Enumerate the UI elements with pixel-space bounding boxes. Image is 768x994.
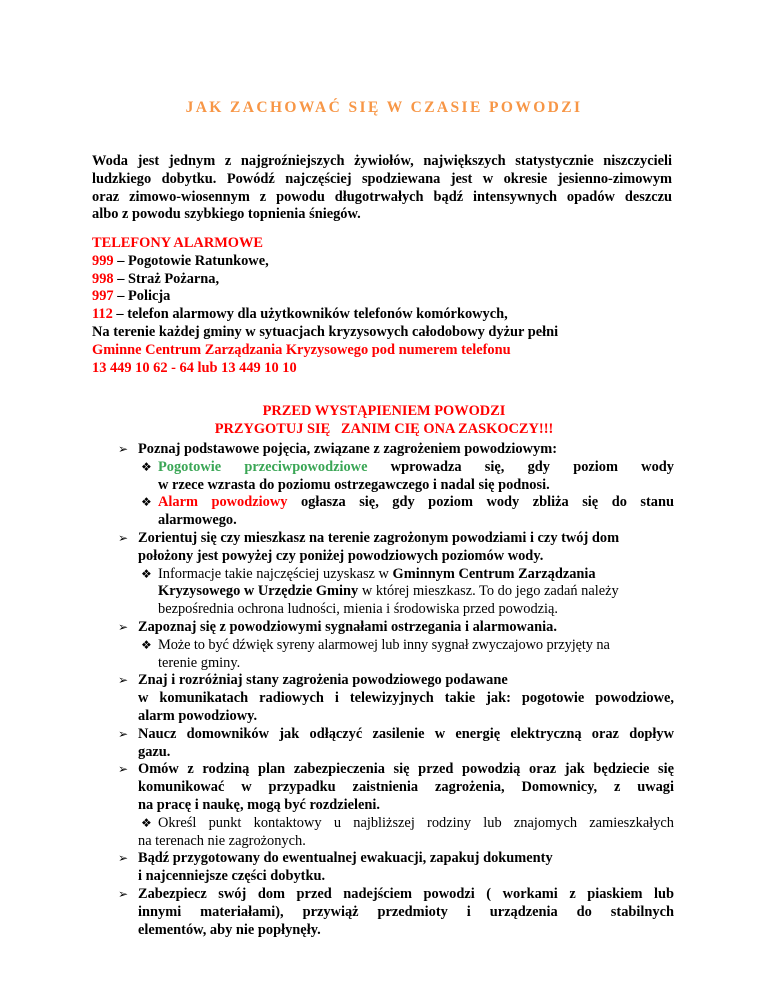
- word: stany: [246, 672, 279, 689]
- phones-heading: TELEFONY ALARMOWE: [92, 235, 263, 251]
- phone-label: – Pogotowie Ratunkowe,: [113, 252, 269, 269]
- section-heading-line: PRZYGOTUJ SIĘ ZANIM CIĘ ONA ZASKOCZY!!!: [214, 420, 554, 437]
- phone-number: 998: [92, 270, 114, 287]
- preparation-list: [118, 441, 674, 939]
- arrow-bullet-icon: ➢: [118, 442, 129, 456]
- emergency-phones: [92, 235, 672, 377]
- phone-number: 999: [92, 252, 114, 269]
- list-item: [118, 530, 674, 619]
- list-item-text: położony jest powyżej czy poniżej powodziowych poziomów wody.: [138, 547, 544, 564]
- intro-paragraph: [92, 153, 672, 224]
- word: w: [245, 323, 256, 340]
- term-green: Pogotowie przeciwpowodziowe: [158, 458, 368, 475]
- intro-line: albo z powodu szybkiego topnienia śniegów.: [92, 206, 361, 223]
- word: zagrożenia: [282, 672, 349, 689]
- sub-item-line: [158, 494, 674, 512]
- phone-number: 112: [92, 306, 113, 323]
- word: rozróżniaj: [178, 672, 243, 689]
- diamond-bullet-icon: ❖: [141, 459, 152, 474]
- list-item-text: Poznaj podstawowe pojęcia, związane z zagrożeniem powodziowym:: [138, 441, 557, 457]
- arrow-bullet-icon: ➢: [118, 851, 129, 866]
- list-item-text: Zapoznaj się z powodziowymi sygnałami ostrzegania i alarmowania.: [138, 618, 557, 635]
- list-item-text: w komunikatach radiowych i telewizyjnych takie jak: pogotowie powodziowe,: [138, 690, 674, 707]
- word: całodobowy: [412, 323, 485, 340]
- word: ewakuacji,: [360, 850, 427, 867]
- intro-line: ludzkiego dobytku. Powódź najczęściej spodziewana jest w okresie jesienno-zimowym: [92, 170, 672, 187]
- list-item-text: Zorientuj się czy mieszkasz na terenie zagrożonym powodziami i czy twój dom: [138, 529, 620, 546]
- sub-item-line: terenie gminy.: [158, 654, 241, 671]
- list-item-text: [138, 672, 674, 690]
- list-item-text: innymi materiałami), przywiąż przedmioty i urządzenia do stabilnych: [138, 903, 674, 920]
- list-item-text: [138, 850, 674, 868]
- arrow-bullet-icon: ➢: [118, 619, 129, 634]
- list-item: [118, 886, 674, 939]
- list-item: [118, 761, 674, 850]
- sub-item-bold: Kryzysowego w Urzędzie Gminy: [158, 583, 359, 600]
- word: każdej: [158, 323, 200, 340]
- word: do: [263, 850, 279, 867]
- page-title: JAK ZACHOWAĆ SIĘ W CZASIE POWODZI: [185, 99, 583, 116]
- sub-item-text: w której mieszkasz. To do jego zadań należy: [361, 583, 619, 600]
- sub-item-text: Informacje takie najczęściej uzyskasz w: [158, 565, 389, 582]
- sub-item-line: bezpośrednia ochrona ludności, mienia i środowiska przed powodzią.: [158, 601, 559, 618]
- word: terenie: [113, 323, 156, 340]
- sub-item-line: Może to być dźwięk syreny alarmowej lub inny sygnał zwyczajowo przyjęty na: [158, 636, 610, 653]
- term-red: Alarm powodziowy: [158, 494, 288, 511]
- word: Na: [92, 323, 110, 340]
- list-item: [118, 726, 674, 762]
- arrow-bullet-icon: ➢: [118, 530, 129, 545]
- phone-row: [92, 306, 672, 324]
- sub-item: [138, 459, 674, 495]
- list-item-text: elementów, aby nie popłynęły.: [138, 921, 321, 938]
- sub-item-line: [158, 566, 674, 584]
- word: dokumenty: [483, 850, 553, 867]
- word: gminy: [203, 323, 242, 340]
- sub-item: [138, 815, 674, 833]
- word: i: [171, 672, 176, 689]
- word: pełni: [527, 323, 559, 340]
- word: zapakuj: [429, 850, 480, 867]
- list-item-text: gazu.: [138, 743, 171, 760]
- diamond-bullet-icon: ❖: [141, 815, 152, 830]
- duty-line: [92, 324, 672, 342]
- phone-row: [92, 288, 672, 306]
- diamond-bullet-icon: ❖: [141, 566, 152, 581]
- list-item: [118, 850, 674, 886]
- sub-item-line: [158, 583, 674, 601]
- list-item-text: Zabezpiecz swój dom przed nadejściem powodzi ( workami z piaskiem lub: [138, 885, 674, 902]
- arrow-bullet-icon: ➢: [118, 886, 129, 901]
- list-item-text: komunikować w przypadku zaistnienia zagrożenia, Domownicy, z uwagi: [138, 779, 674, 796]
- list-item-text: na pracę i naukę, mogą być rozdzieleni.: [138, 796, 380, 813]
- intro-line: Woda jest jednym z najgroźniejszych żywiołów, największych statystycznie niszczycieli: [92, 153, 672, 169]
- list-item-text: Omów z rodziną plan zabezpieczenia się przed powodzią oraz jak będziecie się: [138, 761, 674, 778]
- word: ewentualnej: [282, 850, 357, 867]
- sub-item-line: Określ punkt kontaktowy u najbliższej rodziny lub znajomych zamieszkałych: [158, 814, 674, 831]
- sub-item: [138, 494, 674, 530]
- list-item-text: alarm powodziowy.: [138, 707, 258, 724]
- arrow-bullet-icon: ➢: [118, 726, 129, 741]
- arrow-bullet-icon: ➢: [118, 762, 129, 777]
- section-heading-line: PRZED WYSTĄPIENIEM POWODZI: [262, 403, 506, 419]
- crisis-center-numbers: 13 449 10 62 - 64 lub 13 449 10 10: [92, 359, 297, 376]
- word: Znaj: [138, 672, 168, 689]
- sub-item-line: [158, 459, 674, 477]
- list-item: [118, 441, 674, 530]
- list-item: [118, 672, 674, 725]
- diamond-bullet-icon: ❖: [141, 495, 152, 510]
- phone-label: – Policja: [113, 288, 171, 305]
- sub-item: [138, 637, 674, 673]
- word: przygotowany: [172, 850, 260, 867]
- word: Bądź: [138, 850, 170, 867]
- diamond-bullet-icon: ❖: [141, 637, 152, 652]
- word: sytuacjach: [259, 323, 325, 340]
- word: powodziowego: [352, 672, 442, 689]
- word: kryzysowych: [328, 323, 409, 340]
- phone-row: [92, 271, 672, 289]
- list-item-text: Naucz domowników jak odłączyć zasilenie w energię elektryczną oraz dopływ: [138, 725, 674, 742]
- phone-label: – Straż Pożarna,: [113, 270, 220, 287]
- intro-line: oraz zimowo-wiosennym z powodu długotrwałych bądź intensywnych opadów deszczu: [92, 188, 672, 205]
- sub-item-line: na terenach nie zagrożonych.: [138, 832, 306, 849]
- crisis-center-line: Gminne Centrum Zarządzania Kryzysowego pod numerem telefonu: [92, 341, 511, 358]
- list-item-text: i najcenniejsze części dobytku.: [138, 868, 326, 885]
- sub-item-line: w rzece wzrasta do poziomu ostrzegawczego i nadal się podnosi.: [158, 476, 550, 493]
- phone-row: [92, 253, 672, 271]
- sub-item-bold: Gminnym Centrum Zarządzania: [392, 565, 596, 582]
- arrow-bullet-icon: ➢: [118, 673, 129, 688]
- sub-item-text: ogłasza się, gdy poziom wody zbliża się do stanu: [300, 494, 674, 511]
- section-heading: [0, 403, 768, 439]
- sub-item-line: alarmowego.: [158, 512, 237, 529]
- phone-label: – telefon alarmowy dla użytkowników telefonów komórkowych,: [112, 306, 508, 323]
- list-item: [118, 619, 674, 672]
- word: podawane: [445, 672, 508, 689]
- sub-item-text: wprowadza się, gdy poziom wody: [390, 458, 674, 475]
- phone-number: 997: [92, 288, 114, 305]
- word: dyżur: [488, 323, 525, 340]
- sub-item: [138, 566, 674, 619]
